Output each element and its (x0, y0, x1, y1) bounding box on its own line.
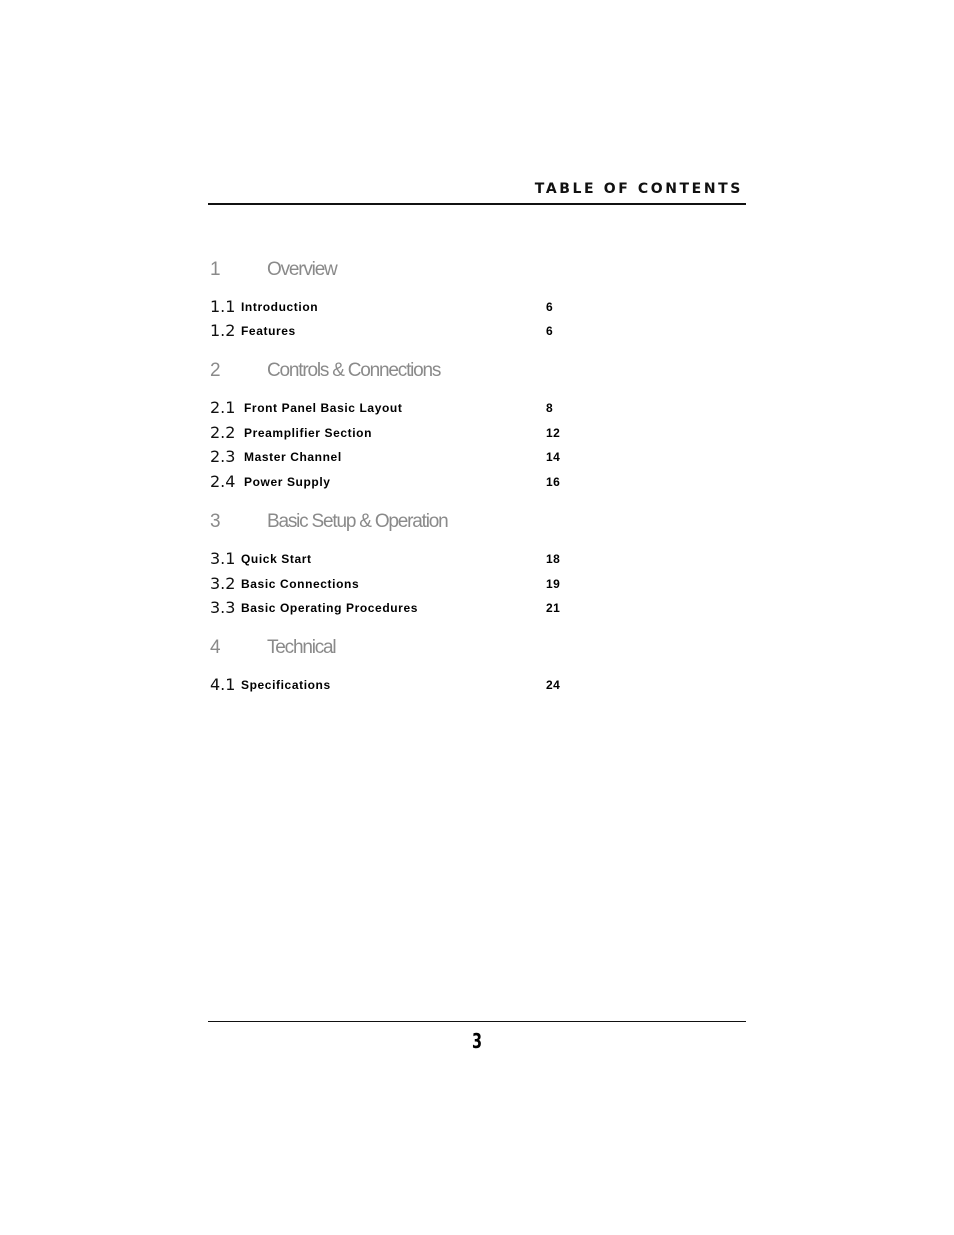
footer-divider (208, 1021, 746, 1022)
section-title: Front Panel Basic Layout (244, 401, 403, 415)
chapter-number: 1 (210, 259, 221, 280)
section-number: 2.4 (210, 472, 236, 491)
section-title: Power Supply (244, 475, 331, 489)
section-page: 8 (546, 401, 554, 415)
section-number: 3.3 (210, 598, 236, 617)
section-title: Basic Connections (241, 577, 360, 591)
section-number: 2.1 (210, 398, 236, 417)
section-title: Features (241, 324, 296, 338)
chapter-title: Basic Setup & Operation (267, 511, 448, 532)
section-number: 1.1 (210, 297, 236, 316)
section-page: 18 (546, 552, 561, 566)
page-header-title: TABLE OF CONTENTS (534, 181, 743, 197)
section-number: 2.2 (210, 423, 236, 442)
chapter-number: 2 (210, 360, 221, 381)
section-page: 24 (546, 678, 561, 692)
section-title: Introduction (241, 300, 319, 314)
section-page: 14 (546, 450, 561, 464)
section-number: 4.1 (210, 675, 236, 694)
section-number: 2.3 (210, 447, 236, 466)
section-page: 16 (546, 475, 561, 489)
section-page: 21 (546, 601, 561, 615)
section-title: Master Channel (244, 450, 342, 464)
section-title: Preamplifier Section (244, 426, 373, 440)
section-number: 1.2 (210, 321, 236, 340)
section-title: Basic Operating Procedures (241, 601, 418, 615)
chapter-number: 4 (210, 637, 221, 658)
chapter-number: 3 (210, 511, 221, 532)
section-page: 6 (546, 324, 554, 338)
section-page: 6 (546, 300, 554, 314)
section-title: Specifications (241, 678, 331, 692)
section-number: 3.2 (210, 574, 236, 593)
section-title: Quick Start (241, 552, 312, 566)
section-page: 12 (546, 426, 561, 440)
section-number: 3.1 (210, 549, 236, 568)
header-divider (208, 203, 746, 205)
chapter-title: Technical (267, 637, 336, 658)
chapter-title: Overview (267, 259, 337, 280)
page-number: 3 (471, 1029, 483, 1053)
section-page: 19 (546, 577, 561, 591)
chapter-title: Controls & Connections (267, 360, 441, 381)
